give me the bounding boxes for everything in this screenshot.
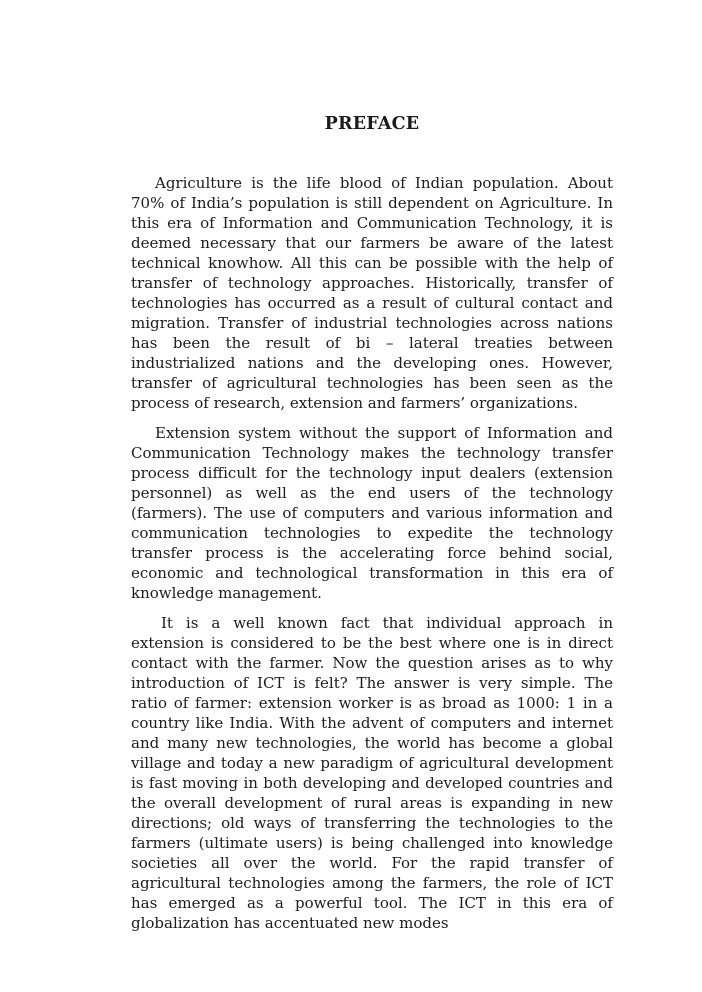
paragraph-2: Extension system without the support of Information and Communication Technology makes the technology transfer process difficult for the technology input dealers (extension personnel) as well as the end users of the technology (farmers). The use of computers and various information and communication technologies to expedite the technology transfer process is the accelerating force behind social, economic and technological transformation in this era of knowledge management. — [131, 424, 613, 602]
page-title: PREFACE — [324, 114, 420, 134]
paragraph-3: It is a well known fact that individual approach in extension is considered to be the best where one is in direct contact with the farmer. Now the question arises as to why introduction of ICT is felt? The answer is very simple. The ratio of farmer: extension worker is as broad as 1000: 1 in a country like India. With the advent of computers and internet and many new technologies, the world has become a global village and today a new paradigm of agricultural development is fast moving in both developing and developed countries and the overall development of rural areas is expanding in new directions; old ways of transferring the technologies to the farmers (ultimate users) is being challenged into knowledge societies all over the world. For the rapid transfer of agricultural technologies among the farmers, the role of ICT has emerged as a powerful tool. The ICT in this era of globalization has accentuated new modes — [131, 614, 613, 932]
document-page — [131, 113, 613, 943]
paragraph-1: Agriculture is the life blood of Indian population. About 70% of India’s population is still dependent on Agriculture. In this era of Information and Communication Technology, it is deemed necessary that our farmers be aware of the latest technical knowhow. All this can be possible with the help of transfer of technology approaches. Historically, transfer of technologies has occurred as a result of cultural contact and migration. Transfer of industrial technologies across nations has been the result of bi – lateral treaties between industrialized nations and the developing ones. However, transfer of agricultural technologies has been seen as the process of research, extension and farmers’ organizations. — [131, 174, 613, 412]
